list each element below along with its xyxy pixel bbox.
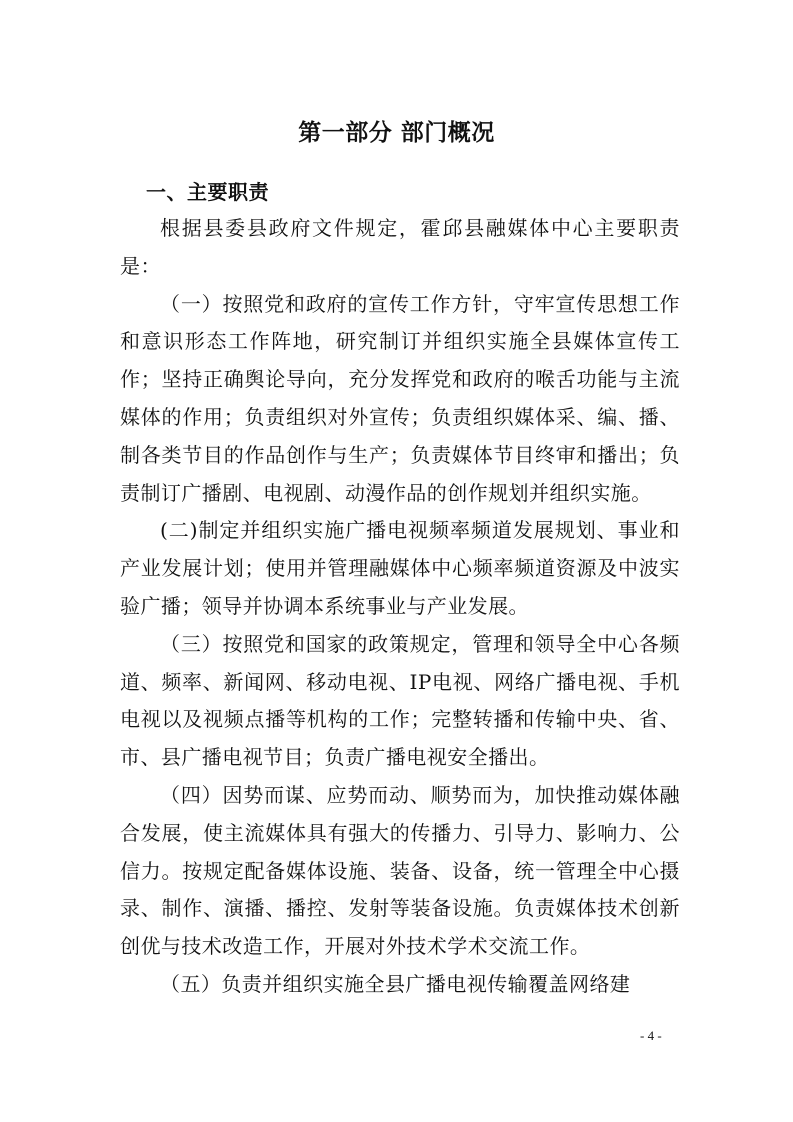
paragraph-duty-5: （五）负责并组织实施全县广播电视传输覆盖网络建 bbox=[160, 971, 631, 996]
body-text bbox=[120, 210, 680, 1004]
page-number: - 4 - bbox=[640, 1028, 662, 1043]
page-title: 第一部分 部门概况 bbox=[298, 120, 495, 147]
paragraph-duty-1: （一）按照党和政府的宣传工作方针，守牢宣传思想工作和意识形态工作阵地，研究制订并组织实施全县媒体宣传工作；坚持正确舆论导向，充分发挥党和政府的喉舌功能与主流媒体的作用；负责组织对外宣传；负责组织媒体采、编、播、制各类节目的作品创作与生产；负责媒体节目终审和播出；负责制订广播剧、电视剧、动漫作品的创作规划并组织实施。 bbox=[120, 291, 680, 505]
paragraph-intro: 根据县委县政府文件规定，霍邱县融媒体中心主要职责是： bbox=[120, 216, 680, 278]
paragraph-duty-4: （四）因势而谋、应势而动、顺势而为，加快推动媒体融合发展，使主流媒体具有强大的传播力、引导力、影响力、公信力。按规定配备媒体设施、装备、设备，统一管理全中心摄录、制作、演播、播控、发射等装备设施。负责媒体技术创新创优与技术改造工作，开展对外技术学术交流工作。 bbox=[120, 782, 680, 959]
section-heading: 一、主要职责 bbox=[146, 180, 269, 204]
paragraph-duty-2: (二)制定并组织实施广播电视频率频道发展规划、事业和产业发展计划；使用并管理融媒体中心频率频道资源及中波实验广播；领导并协调本系统事业与产业发展。 bbox=[120, 518, 680, 618]
paragraph-duty-3: （三）按照党和国家的政策规定，管理和领导全中心各频道、频率、新闻网、移动电视、IP电视、网络广播电视、手机电视以及视频点播等机构的工作；完整转播和传输中央、省、市、县广播电视节目；负责广播电视安全播出。 bbox=[120, 631, 680, 770]
